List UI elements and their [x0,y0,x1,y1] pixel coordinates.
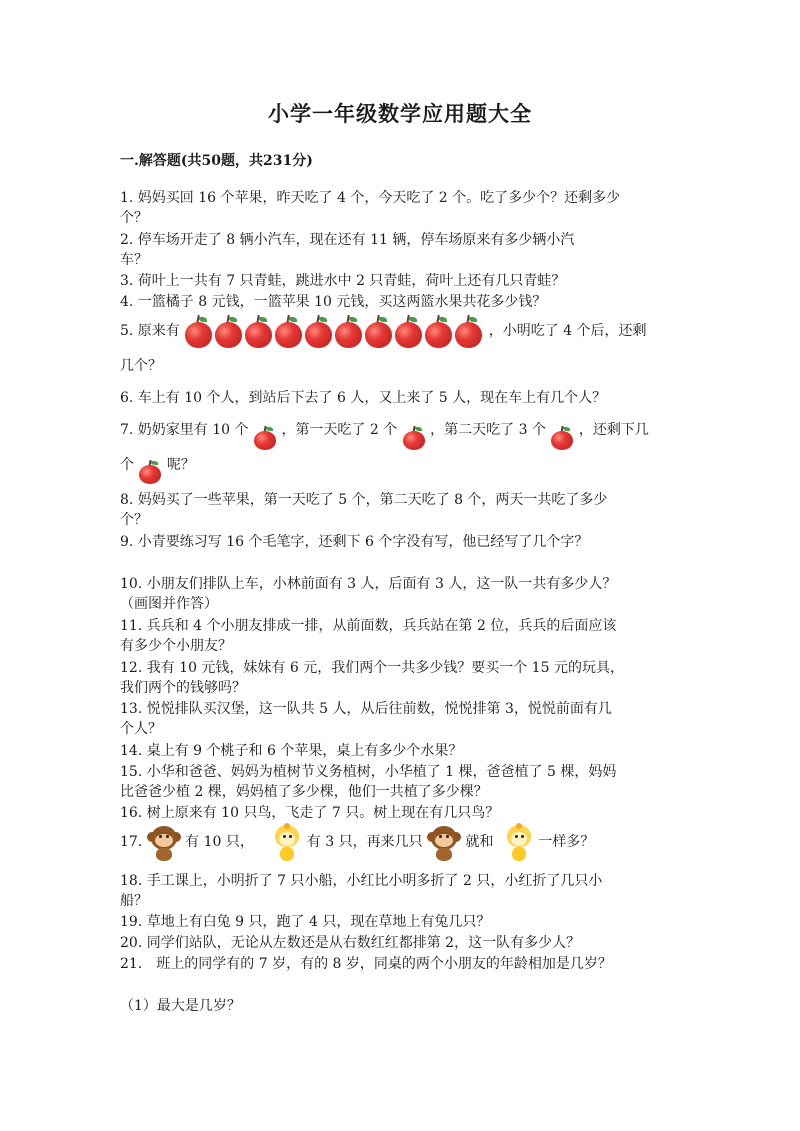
apple-icon [214,315,242,348]
monkey-icon [147,823,181,861]
apple-icon [274,315,302,348]
question-17-text-d: 就和 [465,834,494,850]
question-5-text-a: 5. 原来有 [120,323,180,339]
question-17-text-e: 一样多？ [538,834,595,850]
question-2-line-1: 2. 停车场开走了 8 辆小汽车，现在还有 11 辆，停车场原来有多少辆小汽 [120,232,575,248]
apple-icon [424,315,452,348]
monkey-icon [427,823,461,861]
question-13-line-2: 个人？ [120,721,162,737]
question-18-line-1: 18. 手工课上，小明折了 7 只小船，小红比小明多折了 2 只，小红折了几只小 [120,873,603,889]
chick-icon [272,823,302,861]
question-9: 9. 小青要练习写 16 个毛笔字，还剩下 6 个字没有写，他已经写了几个字？ [120,534,589,550]
question-7-line-2 [120,450,195,490]
question-17-text-c: 有 3 只，再来几只 [306,834,423,850]
question-14: 14. 桌上有 9 个桃子和 6 个苹果，桌上有多少个水果？ [120,743,463,759]
question-7-text-a: 7. 奶奶家里有 10 个 [120,422,249,438]
document-title: 小学一年级数学应用题大全 [268,101,532,126]
question-8-line-1: 8. 妈妈买了一些苹果，第一天吃了 5 个，第二天吃了 8 个，两天一共吃了多少 [120,492,608,508]
question-18-line-2: 船？ [120,893,148,909]
question-17-text-b: 有 10 只， [185,834,254,850]
apple-icon [253,426,277,450]
question-11-line-1: 11. 兵兵和 4 个小朋友排成一排，从前面数，兵兵站在第 2 位，兵兵的后面应该 [120,618,617,634]
question-15-line-1: 15. 小华和爸爸、妈妈为植树节义务植树，小华植了 1 棵，爸爸植了 5 棵，妈妈 [120,764,617,780]
apple-icon [304,315,332,348]
question-19: 19. 草地上有白兔 9 只，跑了 4 只，现在草地上有兔几只？ [120,914,491,930]
question-11-line-2: 有多少个小朋友？ [120,638,232,654]
apple-icon [550,426,574,450]
question-7-text-d: ，还剩下几 [578,422,649,438]
question-1-line-1: 1. 妈妈买回 16 个苹果，昨天吃了 4 个，今天吃了 2 个。吃了多少个？还剩多少 [120,190,621,206]
question-12-line-1: 12. 我有 10 元钱，妹妹有 6 元，我们两个一共多少钱？要买一个 15 元的玩具， [120,660,624,676]
apple-icon [184,315,212,348]
question-7-text-c: ，第二天吃了 3 个 [430,422,546,438]
question-8-line-2: 个？ [120,512,148,528]
apple-icon [364,315,392,348]
question-3: 3. 荷叶上一共有 7 只青蛙，跳进水中 2 只青蛙，荷叶上还有几只青蛙？ [120,273,566,289]
apple-icon [334,315,362,348]
question-4: 4. 一篮橘子 8 元钱，一篮苹果 10 元钱，买这两篮水果共花多少钱？ [120,294,547,310]
apple-icon [454,315,482,348]
question-7-text-e: 个 [120,457,134,473]
question-21: 21. 班上的同学有的 7 岁，有的 8 岁，同桌的两个小朋友的年龄相加是几岁？ [120,956,612,972]
question-17 [120,823,594,861]
question-7-text-b: ，第一天吃了 2 个 [281,422,398,438]
apple-row [184,323,488,339]
apple-icon [402,426,426,450]
question-7-line-1 [120,410,649,450]
section-heading: 一.解答题(共50题，共231分) [120,153,313,169]
question-21-part-1: （1）最大是几岁？ [120,998,241,1014]
question-7-text-f: 呢？ [166,457,195,473]
question-10-line-1: 10. 小朋友们排队上车，小林前面有 3 人，后面有 3 人，这一队一共有多少人？ [120,576,617,592]
question-1-line-2: 个？ [120,210,148,226]
chick-icon [504,823,534,861]
question-5-line-2: 几个？ [120,358,162,374]
question-20: 20. 同学们站队，无论从左数还是从右数红红都排第 2，这一队有多少人？ [120,935,581,951]
question-10-line-2: （画图并作答） [120,596,218,612]
apple-icon [394,315,422,348]
question-13-line-1: 13. 悦悦排队买汉堡，这一队共 5 人，从后往前数，悦悦排第 3，悦悦前面有几 [120,701,612,717]
question-16: 16. 树上原来有 10 只鸟，飞走了 7 只。树上现在有几只鸟？ [120,805,500,821]
question-5-line-1 [120,314,647,348]
question-2-line-2: 车？ [120,252,148,268]
question-5-text-b: ，小明吃了 4 个后，还剩 [488,323,647,339]
question-15-line-2: 比爸爸少植 2 棵，妈妈植了多少棵，他们一共植了多少棵？ [120,784,488,800]
apple-icon [138,460,162,484]
question-17-text-a: 17. [120,834,143,850]
question-6: 6. 车上有 10 个人，到站后下去了 6 人，又上来了 5 人，现在车上有几个人？ [120,390,607,406]
apple-icon [244,315,272,348]
question-12-line-2: 我们两个的钱够吗？ [120,680,246,696]
